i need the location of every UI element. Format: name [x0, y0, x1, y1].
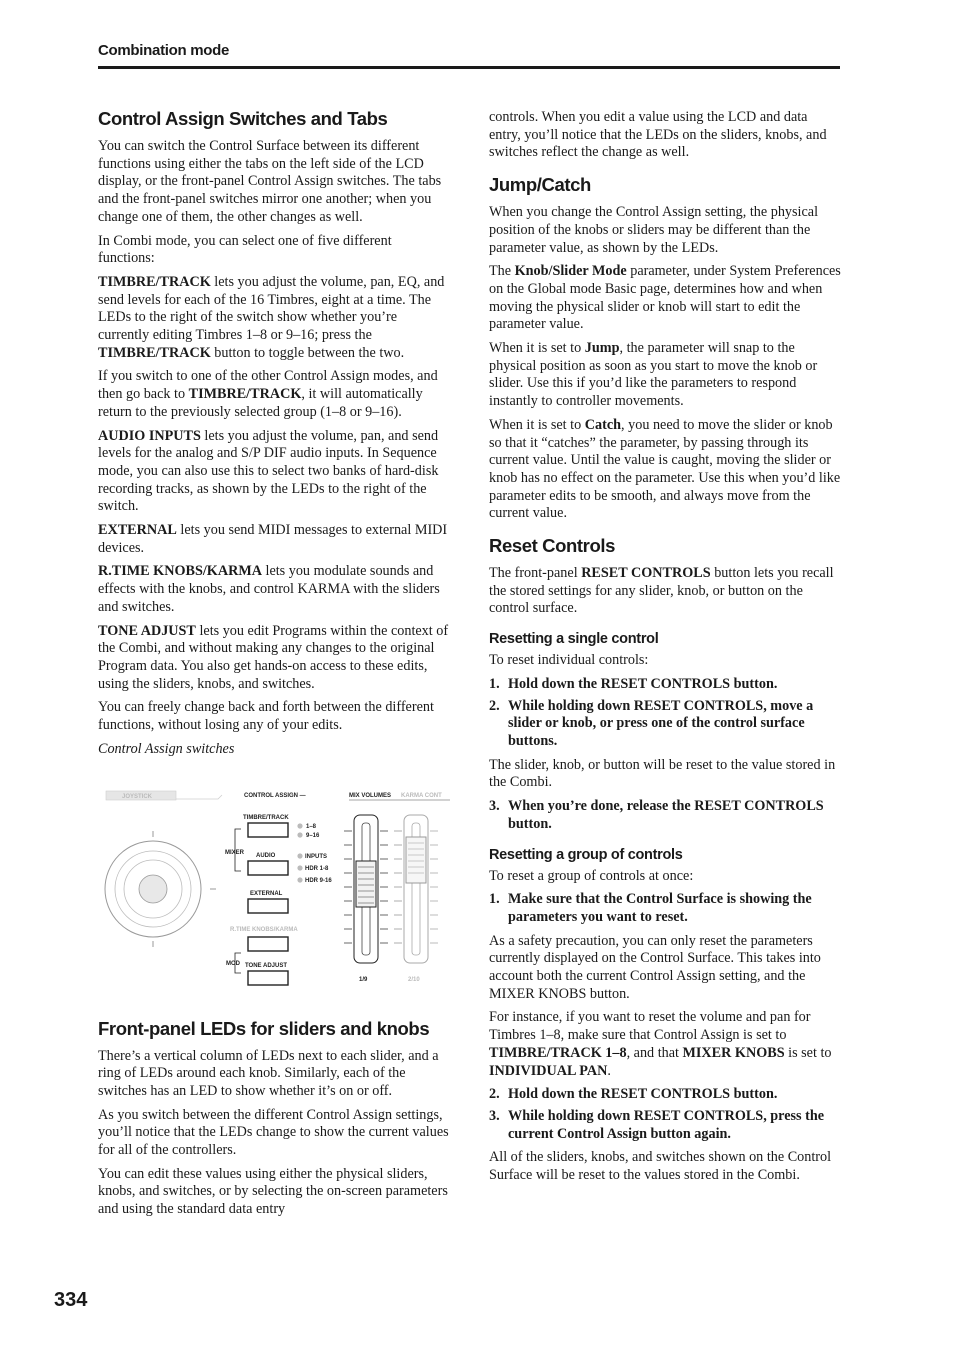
step-item: 1. Make sure that the Control Surface is showing the parameters you want to reset. [489, 891, 812, 925]
step-item: 2. Hold down the RESET CONTROLS button. [489, 1086, 778, 1103]
paragraph-rtime-knobs: R.TIME KNOBS/KARMA lets you modulate sounds and effects with the knobs, and control KARMA with the sliders and switches. [98, 563, 440, 615]
paragraph: When it is set to Catch, you need to move the slider or knob so that it “catches” the parameter, by passing through its current value. Until the value is caught, moving the slider or knob has no effect on the parameter. Use this when you’d like parameter edits to be smooth, and always move from the current value. [489, 416, 841, 522]
control-assign-label: CONTROL ASSIGN — [244, 792, 306, 799]
led-label: 9–16 [306, 832, 320, 839]
section-title-reset-controls: Reset Controls [489, 535, 615, 557]
led-label: HDR 1-8 [305, 865, 329, 872]
tone-adjust-label: TONE ADJUST [245, 962, 288, 969]
paragraph-audio-inputs: AUDIO INPUTS lets you adjust the volume, pan, and send levels for the analog and S/P DIF audio inputs. In Sequence mode, you can also use this to select two banks of hard-disk recording tracks, as shown by the LEDs to the right of the switch. [98, 427, 439, 515]
slider-1 [354, 815, 378, 963]
subsection-title-single: Resetting a single control [489, 631, 659, 648]
paragraph: You can edit these values using either the physical sliders, knobs, and switches, or by selecting the on-screen parameters and using the standard data entry [98, 1165, 448, 1218]
external-label: EXTERNAL [250, 890, 283, 897]
page-number: 334 [54, 1289, 88, 1311]
section-title-control-assign: Control Assign Switches and Tabs [98, 108, 388, 129]
led-icon [297, 877, 302, 882]
timbre-track-label: TIMBRE/TRACK [243, 814, 289, 821]
led-icon [297, 865, 302, 870]
rtime-knobs-button [248, 937, 288, 951]
paragraph: There’s a vertical column of LEDs next to each slider, and a ring of LEDs around each knob. Similarly, each of the switches has an LED to show whether it’s on or off. [98, 1047, 439, 1099]
paragraph: As a safety precaution, you can only reset the parameters currently displayed on the Control Surface. This takes into account both the current Control Assign setting, and the MIXER KNOBS button. [489, 932, 821, 1002]
slider-1-led-column [344, 831, 352, 943]
external-button [248, 899, 288, 913]
karma-control-label: KARMA CONT [401, 792, 442, 799]
paragraph: You can switch the Control Surface between its different functions using either the tabs on the left side of the LCD display, or the front-panel Control Assign switches. The tabs and the front-panel switches mirror one another; when you change one of them, the other changes as well. [98, 138, 442, 225]
control-panel-illustration [98, 781, 450, 996]
paragraph: If you switch to one of the other Control Assign modes, and then go back to TIMBRE/TRACK, it will automatically return to the previously selected group (1–8 or 9–16). [98, 368, 438, 420]
paragraph: As you switch between the different Control Assign settings, you’ll notice that the LEDs change to show the current values for all of the controllers. [98, 1106, 449, 1159]
paragraph-tone-adjust: TONE ADJUST lets you edit Programs within the context of the Combi, and without making any changes to the original Program data. You also get hands-on access to these edits, using the sliders, knobs, and switches. [98, 622, 449, 692]
figure-caption: Control Assign switches [98, 740, 235, 757]
control-assign-figure [98, 781, 450, 996]
mixer-label: MIXER [225, 849, 245, 856]
led-label: HDR 9-16 [305, 877, 332, 884]
step-list [489, 798, 841, 833]
paragraph-timbre-track: TIMBRE/TRACK lets you adjust the volume, pan, EQ, and send levels for each of the 16 Timbres, eight at a time. The LEDs to the right of the switch show whether you’re currently editing Timbres 1–8 or 9–16; press the TIMBRE/TRACK button to toggle between the two. [98, 273, 445, 361]
paragraph: In Combi mode, you can select one of five different functions: [98, 232, 392, 267]
joystick-label: JOYSTICK [122, 793, 153, 800]
step-item: 2. While holding down RESET CONTROLS, move a slider or knob, or press one of the control surface buttons. [489, 697, 814, 749]
subsection-title-group: Resetting a group of controls [489, 846, 683, 863]
led-icon [297, 853, 302, 858]
left-column [98, 108, 450, 1225]
step-item: 1. Hold down the RESET CONTROLS button. [489, 675, 778, 692]
mix-volumes-label: MIX VOLUMES [349, 792, 392, 799]
paragraph: For instance, if you want to reset the volume and pan for Timbres 1–8, make sure that Control Assign is set to TIMBRE/TRACK 1–8, and that MIXER KNOBS is set to INDIVIDUAL PAN. [489, 1009, 832, 1079]
tone-adjust-button [248, 971, 288, 985]
paragraph: All of the sliders, knobs, and switches shown on the Control Surface will be reset to the values stored in the Combi. [489, 1149, 832, 1184]
paragraph: The front-panel RESET CONTROLS button lets you recall the stored settings for any slider, knob, or button on the control surface. [489, 565, 834, 617]
paragraph: You can freely change back and forth between the different functions, without losing any of your edits. [98, 699, 434, 734]
slider-2-led-column [394, 831, 402, 943]
paragraph: controls. When you edit a value using the LCD and data entry, you’ll notice that the LEDs on the sliders, knobs, and switches reflect the change as well. [489, 109, 827, 161]
section-header: Combination mode [98, 42, 230, 59]
step-item: 3. While holding down RESET CONTROLS, press the current Control Assign button again. [489, 1107, 825, 1142]
slider-2-led-column-right [430, 831, 438, 943]
audio-button [248, 861, 288, 875]
slider-1-label: 1/9 [359, 976, 368, 983]
section-title-jump-catch: Jump/Catch [489, 174, 591, 196]
joystick-icon [105, 831, 216, 947]
paragraph: To reset a group of controls at once: [489, 867, 694, 884]
paragraph-external: EXTERNAL lets you send MIDI messages to external MIDI devices. [98, 522, 448, 556]
led-icon [297, 832, 302, 837]
step-list [489, 1086, 841, 1143]
mod-label: MOD [226, 960, 240, 967]
slider-1-led-column-right [380, 831, 388, 943]
step-item: 3. When you’re done, release the RESET CONTROLS button. [489, 798, 824, 832]
paragraph: When it is set to Jump, the parameter will snap to the physical position as soon as you start to move the knob or slider. Use this if you’d like the parameters to respond instantly to controller movements. [489, 340, 818, 410]
led-label: 1–8 [306, 823, 317, 830]
rtime-knobs-label: R.TIME KNOBS/KARMA [230, 926, 298, 933]
led-label: INPUTS [305, 853, 328, 860]
step-list [489, 891, 841, 926]
right-column [489, 109, 841, 1191]
slider-2-label: 2/10 [408, 976, 420, 983]
timbre-track-button [248, 823, 288, 837]
led-icon [297, 823, 302, 828]
audio-label: AUDIO [256, 852, 276, 859]
step-list [489, 676, 841, 751]
header-rule [98, 66, 840, 69]
paragraph: To reset individual controls: [489, 652, 649, 669]
slider-2 [404, 815, 428, 963]
section-title-leds: Front-panel LEDs for sliders and knobs [98, 1017, 430, 1039]
paragraph: The slider, knob, or button will be reset to the value stored in the Combi. [489, 756, 836, 791]
paragraph: When you change the Control Assign setting, the physical position of the knobs or sliders may be different than the parameter value, as shown by the LEDs. [489, 204, 819, 256]
paragraph: The Knob/Slider Mode parameter, under System Preferences on the Global mode Basic page, determines how and when moving the physical slider or knob will start to edit the parameter value. [489, 263, 841, 333]
